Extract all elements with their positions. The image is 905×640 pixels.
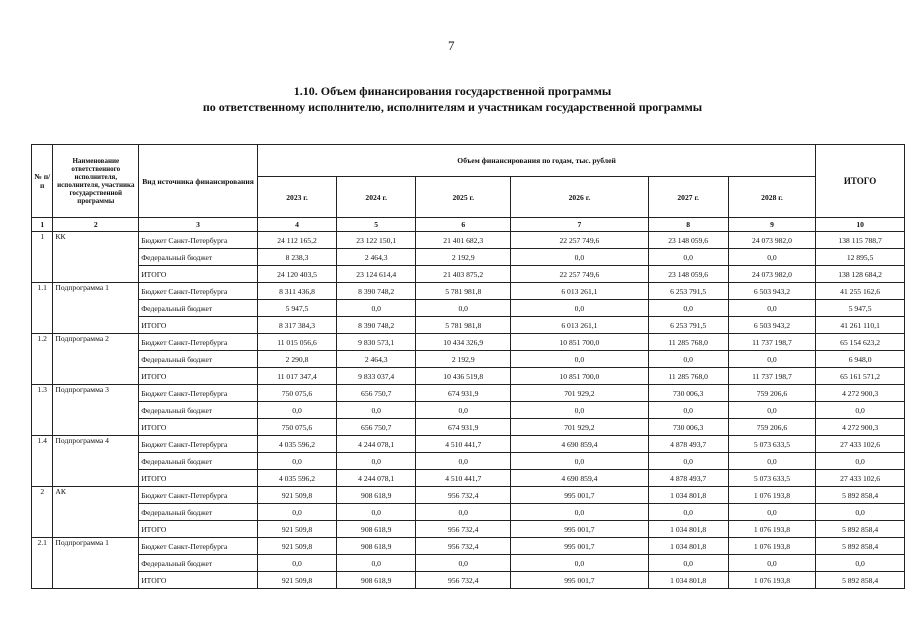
year-value: 0,0 — [511, 555, 648, 572]
year-value: 701 929,2 — [511, 419, 648, 436]
year-value: 0,0 — [511, 402, 648, 419]
year-value: 1 076 193,8 — [728, 487, 816, 504]
year-value: 921 509,8 — [257, 521, 336, 538]
year-value: 11 015 056,6 — [257, 334, 336, 351]
year-value: 4 878 493,7 — [648, 470, 728, 487]
year-value: 0,0 — [416, 555, 511, 572]
total-value: 12 895,5 — [816, 249, 905, 266]
year-value: 23 148 059,6 — [648, 232, 728, 249]
year-value: 5 947,5 — [257, 300, 336, 317]
year-value: 2 464,3 — [337, 351, 416, 368]
year-value: 10 434 326,9 — [416, 334, 511, 351]
year-value: 0,0 — [337, 555, 416, 572]
year-value: 750 075,6 — [257, 385, 336, 402]
header-year: 2026 г. — [511, 177, 648, 218]
table-row — [32, 334, 905, 351]
year-value: 2 464,3 — [337, 249, 416, 266]
header-year: 2027 г. — [648, 177, 728, 218]
funding-source: Бюджет Санкт-Петербурга — [139, 487, 258, 504]
year-value: 21 403 875,2 — [416, 266, 511, 283]
year-value: 0,0 — [728, 555, 816, 572]
year-value: 908 618,9 — [337, 521, 416, 538]
funding-source: Федеральный бюджет — [139, 555, 258, 572]
total-value: 5 892 858,4 — [816, 487, 905, 504]
table-row — [32, 368, 905, 385]
total-value: 5 947,5 — [816, 300, 905, 317]
funding-source: ИТОГО — [139, 266, 258, 283]
column-number: 6 — [416, 218, 511, 232]
total-value: 138 128 684,2 — [816, 266, 905, 283]
funding-source: Федеральный бюджет — [139, 300, 258, 317]
year-value: 0,0 — [728, 249, 816, 266]
column-number: 10 — [816, 218, 905, 232]
financing-table — [31, 144, 905, 589]
year-value: 0,0 — [511, 249, 648, 266]
column-number: 1 — [32, 218, 53, 232]
funding-source: ИТОГО — [139, 470, 258, 487]
year-value: 995 001,7 — [511, 521, 648, 538]
year-value: 24 073 982,0 — [728, 232, 816, 249]
year-value: 0,0 — [728, 504, 816, 521]
column-number: 8 — [648, 218, 728, 232]
year-value: 4 690 859,4 — [511, 436, 648, 453]
year-value: 9 833 037,4 — [337, 368, 416, 385]
year-value: 6 503 943,2 — [728, 283, 816, 300]
table-row — [32, 521, 905, 538]
year-value: 995 001,7 — [511, 572, 648, 589]
document-subtitle: по ответственному исполнителю, исполнителям и участникам государственной программы — [202, 100, 703, 114]
year-value: 0,0 — [648, 351, 728, 368]
year-value: 24 112 165,2 — [257, 232, 336, 249]
executor-name: Подпрограмма 2 — [53, 334, 139, 385]
total-value: 27 433 102,6 — [816, 436, 905, 453]
funding-source: Федеральный бюджет — [139, 351, 258, 368]
table-row — [32, 487, 905, 504]
year-value: 11 737 198,7 — [728, 368, 816, 385]
year-value: 0,0 — [728, 351, 816, 368]
row-number: 1 — [32, 232, 53, 283]
year-value: 10 436 519,8 — [416, 368, 511, 385]
year-value: 0,0 — [728, 402, 816, 419]
year-value: 750 075,6 — [257, 419, 336, 436]
total-value: 138 115 788,7 — [816, 232, 905, 249]
year-value: 0,0 — [648, 453, 728, 470]
year-value: 5 781 981,8 — [416, 283, 511, 300]
year-value: 0,0 — [511, 504, 648, 521]
total-value: 4 272 900,3 — [816, 419, 905, 436]
year-value: 956 732,4 — [416, 521, 511, 538]
page-number: 7 — [448, 38, 455, 53]
year-value: 0,0 — [728, 300, 816, 317]
year-value: 730 006,3 — [648, 419, 728, 436]
year-value: 4 510 441,7 — [416, 436, 511, 453]
total-value: 0,0 — [816, 555, 905, 572]
funding-source: Бюджет Санкт-Петербурга — [139, 385, 258, 402]
funding-source: ИТОГО — [139, 521, 258, 538]
year-value: 908 618,9 — [337, 572, 416, 589]
year-value: 0,0 — [416, 453, 511, 470]
year-value: 4 510 441,7 — [416, 470, 511, 487]
year-value: 8 390 748,2 — [337, 317, 416, 334]
funding-source: Бюджет Санкт-Петербурга — [139, 538, 258, 555]
year-value: 2 192,9 — [416, 249, 511, 266]
year-value: 674 931,9 — [416, 385, 511, 402]
year-value: 4 035 596,2 — [257, 470, 336, 487]
year-value: 8 390 748,2 — [337, 283, 416, 300]
year-value: 0,0 — [257, 402, 336, 419]
total-value: 4 272 900,3 — [816, 385, 905, 402]
year-value: 0,0 — [648, 504, 728, 521]
table-row — [32, 266, 905, 283]
year-value: 5 073 633,5 — [728, 436, 816, 453]
year-value: 0,0 — [416, 300, 511, 317]
year-value: 1 034 801,8 — [648, 538, 728, 555]
table-row — [32, 402, 905, 419]
table-row — [32, 300, 905, 317]
column-number: 7 — [511, 218, 648, 232]
row-number: 1.1 — [32, 283, 53, 334]
year-value: 6 253 791,5 — [648, 283, 728, 300]
year-value: 24 120 403,5 — [257, 266, 336, 283]
year-value: 9 830 573,1 — [337, 334, 416, 351]
header-source: Вид источника финансирования — [139, 145, 258, 218]
table-row — [32, 453, 905, 470]
header-years-title: Объем финансирования по годам, тыс. рублей — [257, 145, 815, 177]
document-title: 1.10. Объем финансирования государственной программы — [293, 84, 612, 98]
funding-source: Бюджет Санкт-Петербурга — [139, 334, 258, 351]
year-value: 8 317 384,3 — [257, 317, 336, 334]
year-value: 956 732,4 — [416, 487, 511, 504]
header-year: 2024 г. — [337, 177, 416, 218]
funding-source: ИТОГО — [139, 368, 258, 385]
year-value: 4 690 859,4 — [511, 470, 648, 487]
year-value: 1 034 801,8 — [648, 521, 728, 538]
table-row — [32, 351, 905, 368]
year-value: 0,0 — [416, 402, 511, 419]
year-value: 1 076 193,8 — [728, 521, 816, 538]
year-value: 0,0 — [337, 402, 416, 419]
header-name: Наименование ответственного исполнителя, исполнителя, участника государственной программы — [53, 145, 139, 218]
table-row — [32, 317, 905, 334]
executor-name: Подпрограмма 4 — [53, 436, 139, 487]
year-value: 995 001,7 — [511, 538, 648, 555]
executor-name: КК — [53, 232, 139, 283]
year-value: 1 076 193,8 — [728, 572, 816, 589]
year-value: 0,0 — [511, 351, 648, 368]
total-value: 5 892 858,4 — [816, 521, 905, 538]
year-value: 674 931,9 — [416, 419, 511, 436]
year-value: 22 257 749,6 — [511, 232, 648, 249]
table-row — [32, 283, 905, 300]
funding-source: ИТОГО — [139, 317, 258, 334]
year-value: 0,0 — [257, 555, 336, 572]
row-number: 2.1 — [32, 538, 53, 589]
funding-source: ИТОГО — [139, 572, 258, 589]
executor-name: Подпрограмма 1 — [53, 283, 139, 334]
year-value: 0,0 — [257, 453, 336, 470]
column-number: 5 — [337, 218, 416, 232]
year-value: 1 034 801,8 — [648, 487, 728, 504]
total-value: 27 433 102,6 — [816, 470, 905, 487]
year-value: 0,0 — [337, 453, 416, 470]
total-value: 5 892 858,4 — [816, 538, 905, 555]
table-row — [32, 538, 905, 555]
funding-source: Бюджет Санкт-Петербурга — [139, 283, 258, 300]
year-value: 10 851 700,0 — [511, 334, 648, 351]
table-row — [32, 572, 905, 589]
year-value: 0,0 — [648, 300, 728, 317]
total-value: 0,0 — [816, 402, 905, 419]
year-value: 908 618,9 — [337, 538, 416, 555]
table-row — [32, 419, 905, 436]
year-value: 995 001,7 — [511, 487, 648, 504]
year-value: 921 509,8 — [257, 538, 336, 555]
year-value: 6 253 791,5 — [648, 317, 728, 334]
year-value: 11 737 198,7 — [728, 334, 816, 351]
year-value: 0,0 — [648, 555, 728, 572]
year-value: 8 311 436,8 — [257, 283, 336, 300]
row-number: 1.2 — [32, 334, 53, 385]
row-number: 1.3 — [32, 385, 53, 436]
header-year: 2023 г. — [257, 177, 336, 218]
funding-source: ИТОГО — [139, 419, 258, 436]
year-value: 5 073 633,5 — [728, 470, 816, 487]
year-value: 759 206,6 — [728, 385, 816, 402]
year-value: 11 285 768,0 — [648, 334, 728, 351]
funding-source: Федеральный бюджет — [139, 249, 258, 266]
year-value: 921 509,8 — [257, 572, 336, 589]
table-row — [32, 555, 905, 572]
funding-source: Федеральный бюджет — [139, 453, 258, 470]
total-value: 5 892 858,4 — [816, 572, 905, 589]
year-value: 0,0 — [511, 453, 648, 470]
executor-name: АК — [53, 487, 139, 538]
row-number: 2 — [32, 487, 53, 538]
year-value: 5 781 981,8 — [416, 317, 511, 334]
year-value: 921 509,8 — [257, 487, 336, 504]
year-value: 0,0 — [648, 402, 728, 419]
year-value: 0,0 — [337, 504, 416, 521]
header-year: 2028 г. — [728, 177, 816, 218]
total-value: 0,0 — [816, 504, 905, 521]
funding-source: Бюджет Санкт-Петербурга — [139, 436, 258, 453]
total-value: 0,0 — [816, 453, 905, 470]
year-value: 23 122 150,1 — [337, 232, 416, 249]
table-row — [32, 249, 905, 266]
table-row — [32, 504, 905, 521]
header-num: № п/п — [32, 145, 53, 218]
year-value: 4 878 493,7 — [648, 436, 728, 453]
year-value: 4 244 078,1 — [337, 436, 416, 453]
header-total: ИТОГО — [816, 145, 905, 218]
year-value: 23 148 059,6 — [648, 266, 728, 283]
year-value: 0,0 — [337, 300, 416, 317]
year-value: 1 034 801,8 — [648, 572, 728, 589]
year-value: 1 076 193,8 — [728, 538, 816, 555]
year-value: 0,0 — [648, 249, 728, 266]
total-value: 65 161 571,2 — [816, 368, 905, 385]
year-value: 8 238,3 — [257, 249, 336, 266]
total-value: 6 948,0 — [816, 351, 905, 368]
year-value: 2 192,9 — [416, 351, 511, 368]
table-row — [32, 470, 905, 487]
column-number: 4 — [257, 218, 336, 232]
total-value: 65 154 623,2 — [816, 334, 905, 351]
row-number: 1.4 — [32, 436, 53, 487]
total-value: 41 255 162,6 — [816, 283, 905, 300]
year-value: 6 013 261,1 — [511, 283, 648, 300]
year-value: 701 929,2 — [511, 385, 648, 402]
year-value: 908 618,9 — [337, 487, 416, 504]
year-value: 21 401 682,3 — [416, 232, 511, 249]
year-value: 656 750,7 — [337, 419, 416, 436]
year-value: 0,0 — [728, 453, 816, 470]
column-number: 2 — [53, 218, 139, 232]
year-value: 759 206,6 — [728, 419, 816, 436]
year-value: 24 073 982,0 — [728, 266, 816, 283]
year-value: 0,0 — [416, 504, 511, 521]
table-row — [32, 436, 905, 453]
year-value: 11 285 768,0 — [648, 368, 728, 385]
executor-name: Подпрограмма 3 — [53, 385, 139, 436]
year-value: 6 013 261,1 — [511, 317, 648, 334]
header-year: 2025 г. — [416, 177, 511, 218]
year-value: 6 503 943,2 — [728, 317, 816, 334]
total-value: 41 261 110,1 — [816, 317, 905, 334]
year-value: 0,0 — [257, 504, 336, 521]
funding-source: Бюджет Санкт-Петербурга — [139, 232, 258, 249]
funding-source: Федеральный бюджет — [139, 504, 258, 521]
column-number: 3 — [139, 218, 258, 232]
year-value: 11 017 347,4 — [257, 368, 336, 385]
year-value: 2 290,8 — [257, 351, 336, 368]
funding-source: Федеральный бюджет — [139, 402, 258, 419]
year-value: 956 732,4 — [416, 538, 511, 555]
table-row — [32, 232, 905, 249]
year-value: 956 732,4 — [416, 572, 511, 589]
year-value: 22 257 749,6 — [511, 266, 648, 283]
year-value: 10 851 700,0 — [511, 368, 648, 385]
year-value: 23 124 614,4 — [337, 266, 416, 283]
column-number: 9 — [728, 218, 816, 232]
year-value: 730 006,3 — [648, 385, 728, 402]
year-value: 656 750,7 — [337, 385, 416, 402]
executor-name: Подпрограмма 1 — [53, 538, 139, 589]
table-row — [32, 385, 905, 402]
year-value: 4 244 078,1 — [337, 470, 416, 487]
year-value: 0,0 — [511, 300, 648, 317]
year-value: 4 035 596,2 — [257, 436, 336, 453]
